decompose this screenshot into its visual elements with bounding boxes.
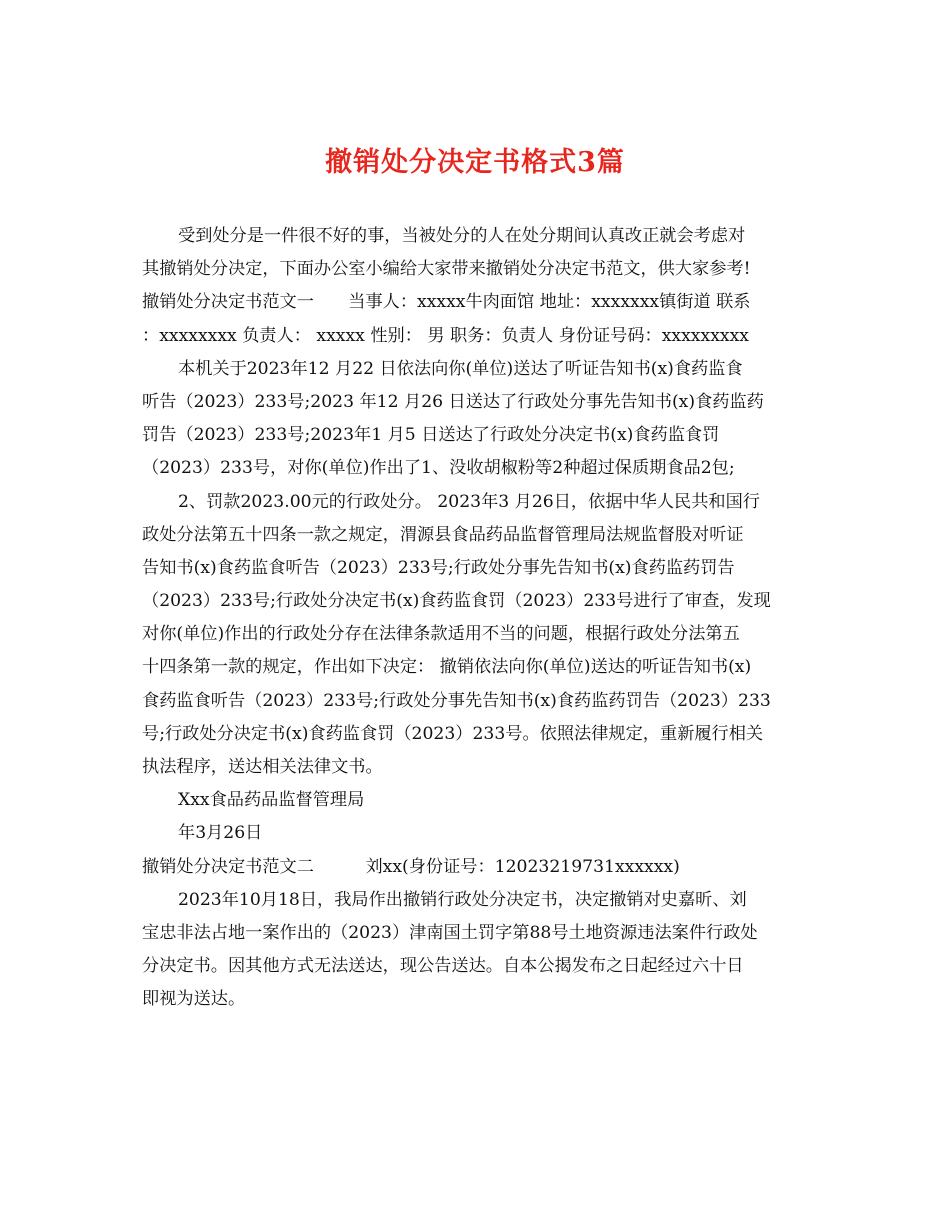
paragraph-line: 撤销处分决定书范文一 当事人：xxxxx牛肉面馆 地址：xxxxxxx镇街道 联系 xyxy=(142,292,751,313)
paragraph-line: 撤销处分决定书范文二 刘xx(身份证号：12023219731xxxxxx) xyxy=(142,856,680,877)
paragraph-line: 政处分法第五十四条一款之规定，渭源县食品药品监督管理局法规监督股对听证 xyxy=(142,524,744,545)
paragraph-line: 其撤销处分决定，下面办公室小编给大家带来撤销处分决定书范文，供大家参考! xyxy=(142,259,751,280)
paragraph-line: 听告（2023）233号;2023 年12 月26 日送达了行政处分事先告知书(x)食药监药 xyxy=(142,391,764,412)
paragraph-line: 十四条第一款的规定，作出如下决定： 撤销依法向你(单位)送达的听证告知书(x) xyxy=(142,657,752,678)
document-title: 撤销处分决定书格式3篇 xyxy=(325,147,625,178)
paragraph-line: 本机关于2023年12 月22 日依法向你(单位)送达了听证告知书(x)食药监食 xyxy=(178,358,743,379)
paragraph-line: 受到处分是一件很不好的事，当被处分的人在处分期间认真改正就会考虑对 xyxy=(178,226,746,246)
paragraph-line: （2023）233号，对你(单位)作出了1、没收胡椒粉等2种超过保质期食品2包; xyxy=(142,458,735,479)
paragraph-line: 即视为送达。 xyxy=(142,989,246,1010)
paragraph-line: 罚告（2023）233号;2023年1 月5 日送达了行政处分决定书(x)食药监食罚 xyxy=(142,425,720,446)
paragraph-line: 宝忠非法占地一案作出的（2023）津南国土罚字第88号土地资源违法案件行政处 xyxy=(142,922,758,943)
document-body xyxy=(142,220,810,1017)
paragraph-line: 食药监食听告（2023）233号;行政处分事先告知书(x)食药监药罚告（2023）233 xyxy=(142,690,771,711)
paragraph-line: 分决定书。因其他方式无法送达，现公告送达。自本公揭发布之日起经过六十日 xyxy=(142,956,744,977)
paragraph-line: 号;行政处分决定书(x)食药监食罚（2023）233号。依照法律规定，重新履行相关 xyxy=(142,723,764,744)
paragraph-line: ：xxxxxxxx 负责人： xxxxx 性别： 男 职务：负责人 身份证号码：xxxxxxxxx xyxy=(142,325,749,346)
signature-organization: Xxx食品药品监督管理局 xyxy=(178,790,365,811)
paragraph-line: 执法程序，送达相关法律文书。 xyxy=(142,757,383,777)
paragraph-line: 2023年10月18日，我局作出撤销行政处分决定书，决定撤销对史嘉昕、刘 xyxy=(178,889,747,910)
paragraph-line: 告知书(x)食药监食听告（2023）233号;行政处分事先告知书(x)食药监药罚告 xyxy=(142,557,735,578)
paragraph-line: （2023）233号;行政处分决定书(x)食药监食罚（2023）233号进行了审查，发现 xyxy=(142,591,771,612)
paragraph-line: 对你(单位)作出的行政处分存在法律条款适用不当的问题，根据行政处分法第五 xyxy=(142,624,740,645)
signature-date: 年3月26日 xyxy=(178,823,263,844)
paragraph-line: 2、罚款2023.00元的行政处分。 2023年3 月26日，依据中华人民共和国行 xyxy=(178,491,760,512)
